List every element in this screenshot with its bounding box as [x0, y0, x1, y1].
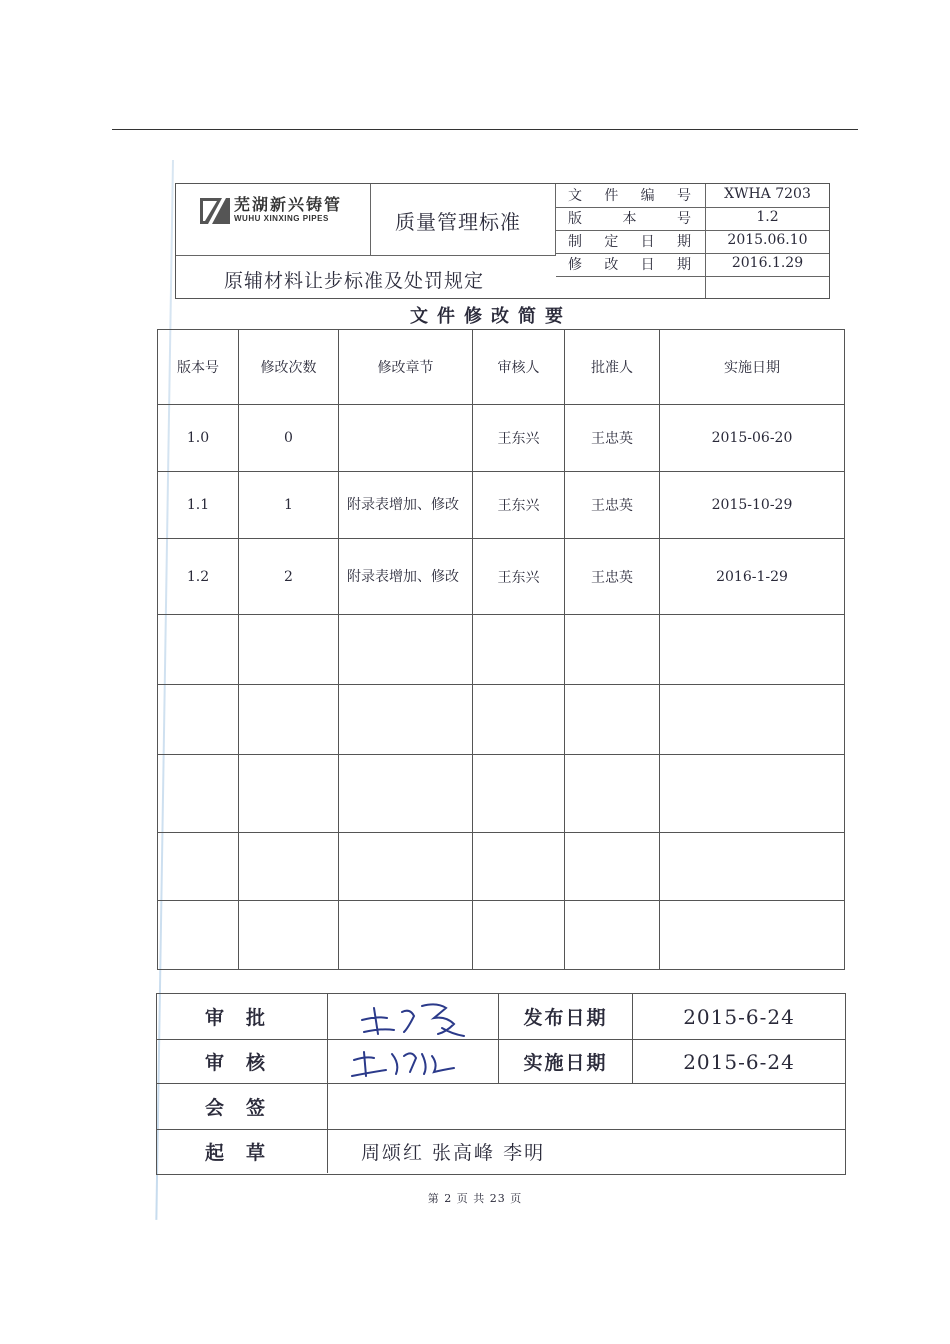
- header-version: 版本号: [158, 330, 239, 405]
- cell-empty: [339, 901, 473, 970]
- cell-empty: [158, 755, 239, 833]
- table-row: [158, 539, 845, 615]
- meta-value-created-date: 2015.06.10: [727, 232, 808, 248]
- cell-revision-count: 1: [239, 472, 339, 539]
- section-title: 文件修改简要: [410, 306, 572, 327]
- cell-sections: 附录表增加、修改: [339, 539, 473, 615]
- cell-empty: [339, 833, 473, 901]
- cell-version: 1.1: [158, 472, 239, 539]
- revision-table: [157, 329, 845, 970]
- meta-label: 文 件 编 号: [556, 184, 706, 207]
- table-row: [158, 615, 845, 685]
- table-row: [158, 755, 845, 833]
- reviewer-signature: [342, 1042, 492, 1082]
- table-row: [158, 405, 845, 472]
- cell-empty: [339, 755, 473, 833]
- cell-version: 1.0: [158, 405, 239, 472]
- meta-label: [556, 276, 706, 298]
- logo-cell: [176, 184, 371, 256]
- table-row: [158, 833, 845, 901]
- cell-effective-date: 2015-10-29: [660, 472, 845, 539]
- approval-row-draft: [157, 1130, 845, 1173]
- cell-revision-count: 2: [239, 539, 339, 615]
- cell-approver: 王忠英: [565, 472, 660, 539]
- cell-sections: [339, 405, 473, 472]
- approval-row-approve: [157, 994, 845, 1040]
- cell-empty: [239, 685, 339, 755]
- meta-value-version: 1.2: [756, 209, 779, 225]
- cell-empty: [565, 755, 660, 833]
- meta-label: 修 改 日 期: [556, 253, 706, 276]
- cell-empty: [158, 615, 239, 685]
- cell-reviewer: 王东兴: [473, 539, 565, 615]
- cell-empty: [158, 833, 239, 901]
- meta-row-empty: [556, 276, 829, 298]
- cell-empty: [565, 833, 660, 901]
- standard-type-cell: [371, 184, 556, 256]
- approver-signature: [342, 998, 492, 1038]
- document-title: 原辅材料让步标准及处罚规定: [224, 270, 485, 292]
- draft-label: 起草: [157, 1130, 328, 1173]
- company-logo-icon: [200, 196, 230, 226]
- cell-empty: [565, 615, 660, 685]
- table-header-row: [158, 330, 845, 405]
- meta-row-doc-number: [556, 184, 829, 208]
- header-reviewer: 审核人: [473, 330, 565, 405]
- cell-empty: [660, 685, 845, 755]
- meta-label: 制 定 日 期: [556, 230, 706, 253]
- logo-english-name: WUHU XINXING PIPES: [234, 214, 329, 223]
- table-row: [158, 901, 845, 970]
- header-effective-date: 实施日期: [660, 330, 845, 405]
- effective-date-label: 实施日期: [498, 1040, 633, 1083]
- meta-label: 版 本 号: [556, 207, 706, 230]
- cell-version: 1.2: [158, 539, 239, 615]
- cell-empty: [158, 685, 239, 755]
- review-label: 审核: [157, 1040, 328, 1083]
- meta-row-modified-date: [556, 253, 829, 277]
- cell-empty: [339, 685, 473, 755]
- cell-empty: [473, 615, 565, 685]
- header-sections: 修改章节: [339, 330, 473, 405]
- drafters: 周颂红 张高峰 李明: [361, 1142, 546, 1164]
- countersign-label: 会签: [157, 1084, 328, 1129]
- cell-approver: 王忠英: [565, 539, 660, 615]
- standard-type: 质量管理标准: [395, 210, 521, 234]
- effective-date-value: 2015-6-24: [683, 1049, 795, 1074]
- cell-empty: [339, 615, 473, 685]
- table-row: [158, 472, 845, 539]
- cell-empty: [239, 615, 339, 685]
- meta-row-created-date: [556, 230, 829, 254]
- cell-effective-date: 2016-1-29: [660, 539, 845, 615]
- cell-empty: [565, 901, 660, 970]
- cell-empty: [239, 755, 339, 833]
- header-approver: 批准人: [565, 330, 660, 405]
- cell-empty: [660, 901, 845, 970]
- cell-empty: [660, 615, 845, 685]
- approval-row-countersign: [157, 1084, 845, 1130]
- table-row: [158, 685, 845, 755]
- top-rule: [112, 129, 858, 130]
- cell-effective-date: 2015-06-20: [660, 405, 845, 472]
- cell-empty: [660, 833, 845, 901]
- approval-row-review: [157, 1040, 845, 1084]
- cell-sections: 附录表增加、修改: [339, 472, 473, 539]
- cell-reviewer: 王东兴: [473, 472, 565, 539]
- cell-empty: [158, 901, 239, 970]
- cell-empty: [473, 833, 565, 901]
- publish-date-value: 2015-6-24: [683, 1004, 795, 1029]
- cell-empty: [473, 685, 565, 755]
- meta-value-modified-date: 2016.1.29: [731, 255, 804, 271]
- approval-block: [156, 993, 846, 1175]
- logo-chinese-name: 芜湖新兴铸管: [234, 195, 343, 214]
- meta-value-doc-number: XWHA 7203: [724, 186, 811, 202]
- page-number: 第 2 页 共 23 页: [427, 1192, 523, 1205]
- cell-empty: [565, 685, 660, 755]
- cell-empty: [239, 833, 339, 901]
- document-header: [175, 183, 830, 299]
- cell-empty: [239, 901, 339, 970]
- cell-empty: [660, 755, 845, 833]
- cell-approver: 王忠英: [565, 405, 660, 472]
- publish-date-label: 发布日期: [498, 994, 633, 1039]
- header-revision-count: 修改次数: [239, 330, 339, 405]
- cell-reviewer: 王东兴: [473, 405, 565, 472]
- cell-empty: [473, 901, 565, 970]
- meta-row-version: [556, 207, 829, 231]
- cell-empty: [473, 755, 565, 833]
- cell-revision-count: 0: [239, 405, 339, 472]
- approve-label: 审批: [157, 994, 328, 1039]
